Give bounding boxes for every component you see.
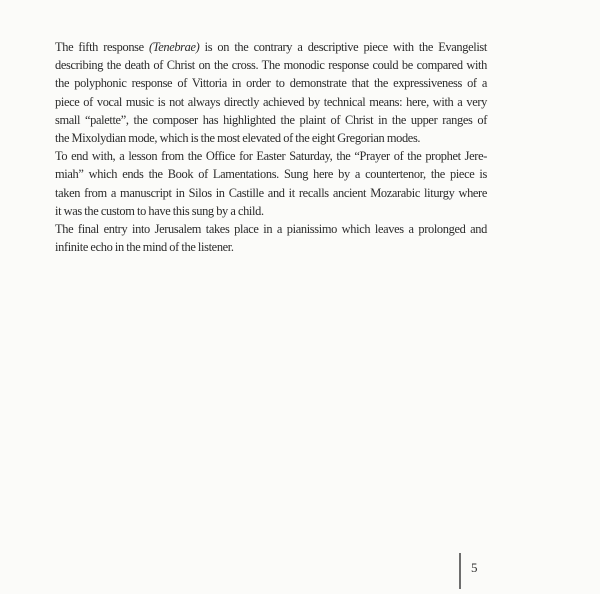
paragraph: [55, 147, 487, 220]
text-segment: is on the contrary a descriptive piece with the Evangelist: [199, 40, 487, 54]
text-segment: small “palette”, the composer has highlighted the plaint of Christ in the upper ranges of: [55, 112, 487, 127]
text-segment: the polyphonic response of Vittoria in order to demonstrate that the expressiveness of a: [55, 76, 487, 91]
paragraph: [55, 38, 487, 147]
text-line: [55, 147, 487, 165]
text-line: [55, 220, 487, 238]
text-segment: taken from a manuscript in Silos in Castille and it recalls ancient Mozarabic liturgy where: [55, 185, 487, 200]
text-segment: it was the custom to have this sung by a child.: [55, 203, 264, 218]
text-line: [55, 38, 487, 56]
text-line: [55, 56, 487, 74]
text-line: [55, 238, 487, 256]
text-line: [55, 111, 487, 129]
body-text: [55, 38, 487, 256]
italic-term: (Tenebrae): [149, 40, 200, 54]
text-segment: piece of vocal music is not always directly achieved by technical means: here, with a very: [55, 94, 487, 109]
text-line: [55, 129, 487, 147]
text-segment: the Mixolydian mode, which is the most elevated of the eight Gregorian modes.: [55, 131, 421, 146]
text-segment: describing the death of Christ on the cross. The monodic response could be compared with: [55, 58, 487, 73]
page-number: 5: [471, 560, 478, 575]
text-line: [55, 202, 487, 220]
text-line: [55, 165, 487, 183]
text-segment: The final entry into Jerusalem takes place in a pianissimo which leaves a prolonged and: [55, 222, 487, 237]
text-segment: To end with, a lesson from the Office for Easter Saturday, the “Prayer of the prophet Jere-: [55, 149, 487, 164]
text-line: [55, 93, 487, 111]
text-segment: The fifth response: [55, 40, 150, 54]
text-line: [55, 74, 487, 92]
paragraph: [55, 220, 487, 256]
text-line: [55, 184, 487, 202]
page-number-rule: [459, 553, 461, 589]
text-segment: miah” which ends the Book of Lamentations. Sung here by a countertenor, the piece is: [55, 167, 487, 182]
text-segment: infinite echo in the mind of the listener.: [55, 240, 234, 255]
